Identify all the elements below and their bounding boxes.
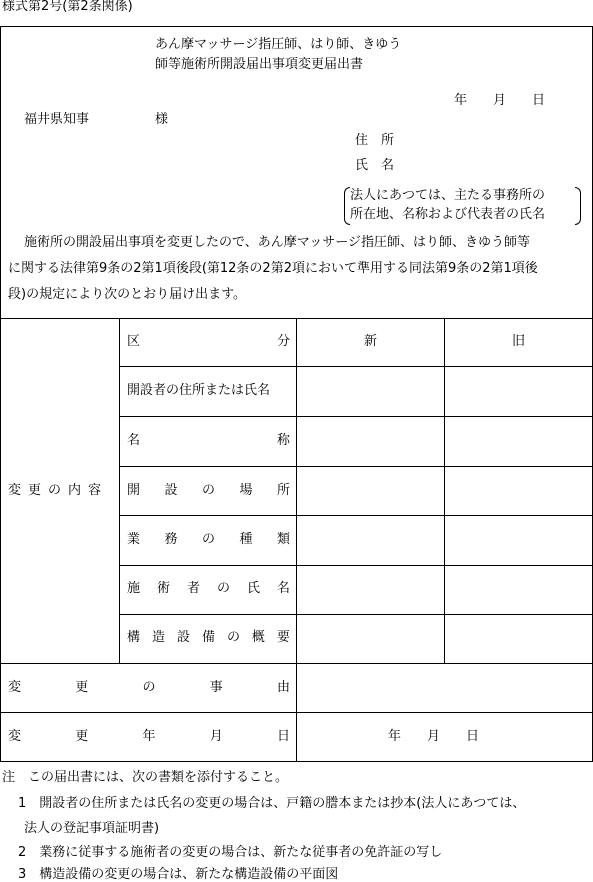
reason-char-2: 更 <box>75 680 89 695</box>
table-bottom-border <box>0 761 593 762</box>
row-line-8 <box>0 712 593 713</box>
row-label-founder: 開設者の住所または氏名 <box>127 383 271 398</box>
reason-char-3: の <box>142 680 156 695</box>
row-label-practitioner-char-4: の <box>216 581 230 596</box>
date-char-1: 変 <box>8 729 22 744</box>
corp-note-line2: 所在地、名称および代表者の氏名 <box>350 207 546 222</box>
row-label-practitioner-char-5: 氏 <box>246 581 260 596</box>
form-id: 様式第2号(第2条関係) <box>2 0 133 14</box>
row-label-location-char-2: 設 <box>164 483 178 498</box>
row-label-change-reason <box>8 681 290 694</box>
row-label-practitioner-char-3: 者 <box>186 581 200 596</box>
honorific: 様 <box>155 112 169 127</box>
date-char-5: 日 <box>276 729 290 744</box>
row-label-structure-overview <box>127 631 290 644</box>
section-label-text: 変更の内容 <box>8 483 109 498</box>
body-line2: に関する法律第9条の2第1項後段(第12条の2第2項において準用する同法第9条の2第1項後 <box>8 261 538 276</box>
note-item1-line2: 法人の登記事項証明書) <box>24 821 160 836</box>
row-label-practitioner-char-2: 術 <box>156 581 170 596</box>
row-label-structure-char-5: の <box>226 630 240 645</box>
row-label-location-char-5: 所 <box>276 483 290 498</box>
header-category-char-2: 分 <box>276 334 290 349</box>
row-label-practitioner-char-1: 施 <box>127 581 141 596</box>
note-bracket-right <box>575 187 581 225</box>
title-line2: 師等施術所開設届出事項変更届出書 <box>155 57 364 72</box>
row-label-name <box>127 434 290 447</box>
row-label-structure-char-6: 概 <box>251 630 265 645</box>
row-label-change-date <box>8 730 290 743</box>
row-label-business-char-4: 種 <box>239 532 253 547</box>
reason-char-4: 事 <box>209 680 223 695</box>
header-category <box>127 335 290 348</box>
header-old: 旧 <box>512 334 526 349</box>
row-line-2 <box>119 416 593 417</box>
header-category-char-1: 区 <box>127 334 141 349</box>
note-item2: 2 業務に従事する施術者の変更の場合は、新たな従事者の免許証の写し <box>18 845 443 860</box>
row-label-structure-char-3: 設 <box>176 630 190 645</box>
form-left-border <box>0 26 1 762</box>
row-label-business-char-3: の <box>201 532 215 547</box>
name-label: 氏 名 <box>355 158 395 173</box>
note-item3: 3 構造設備の変更の場合は、新たな構造設備の平面図 <box>18 867 339 882</box>
corp-note-line1: 法人にあつては、主たる事務所の <box>350 188 546 203</box>
row-label-structure-char-1: 構 <box>127 630 141 645</box>
row-label-practitioner-char-6: 名 <box>276 581 290 596</box>
section-label-change-contents <box>8 484 114 497</box>
row-label-structure-char-2: 造 <box>151 630 165 645</box>
body-line1: 施術所の開設届出事項を変更したので、あん摩マッサージ指圧師、はり師、きゆう師等 <box>24 235 530 250</box>
row-label-location-char-4: 場 <box>239 483 253 498</box>
row-label-structure-char-4: 備 <box>201 630 215 645</box>
row-line-3 <box>119 466 593 467</box>
row-label-business-char-2: 務 <box>164 532 178 547</box>
row-line-6 <box>119 614 593 615</box>
reason-char-1: 変 <box>8 680 22 695</box>
row-label-business-char-5: 類 <box>276 532 290 547</box>
row-line-5 <box>119 565 593 566</box>
row-label-location-char-1: 開 <box>127 483 141 498</box>
date-char-4: 月 <box>209 729 223 744</box>
reason-char-5: 由 <box>276 680 290 695</box>
date-label: 年 月 日 <box>454 93 546 108</box>
row-label-location <box>127 484 290 497</box>
row-label-business-type <box>127 533 290 546</box>
row-label-name-char-1: 名 <box>127 433 141 448</box>
row-label-location-char-3: の <box>201 483 215 498</box>
row-line-4 <box>119 515 593 516</box>
title-line1: あん摩マッサージ指圧師、はり師、きゆう <box>155 37 402 52</box>
row-label-name-char-2: 称 <box>276 433 290 448</box>
notes-heading: 注 この届出書には、次の書類を添付すること。 <box>2 770 289 785</box>
row-label-practitioner-name <box>127 582 290 595</box>
col-divider-section <box>119 318 120 663</box>
date-char-3: 年 <box>142 729 156 744</box>
change-date-value: 年 月 日 <box>388 729 480 744</box>
col-divider-new-old <box>444 318 445 663</box>
note-item1-line1: 1 開設者の住所または氏名の変更の場合は、戸籍の謄本または抄本(法人にあつては、 <box>18 796 526 811</box>
row-label-structure-char-7: 要 <box>276 630 290 645</box>
row-line-7 <box>0 663 593 664</box>
addressee: 福井県知事 <box>24 112 90 127</box>
row-line-1 <box>119 366 593 367</box>
body-line3: 段)の規定により次のとおり届け出ます。 <box>8 287 247 302</box>
row-label-business-char-1: 業 <box>127 532 141 547</box>
form-top-border <box>0 26 593 27</box>
header-new: 新 <box>364 334 378 349</box>
date-char-2: 更 <box>75 729 89 744</box>
col-divider-category <box>296 318 297 762</box>
address-label: 住 所 <box>355 133 395 148</box>
